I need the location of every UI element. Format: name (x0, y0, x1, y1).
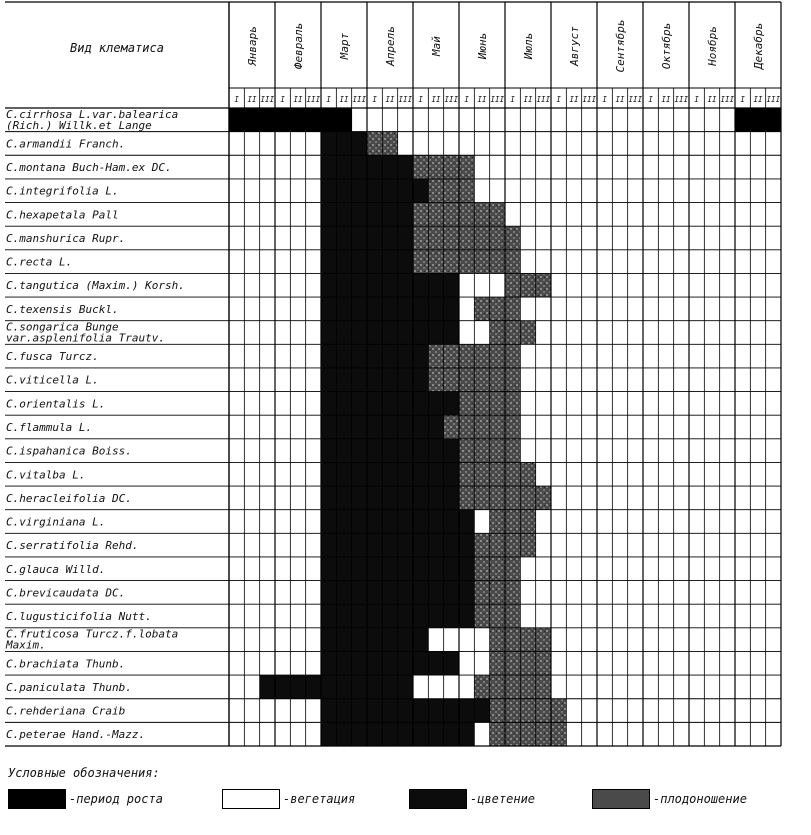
species-name: C.texensis Buckl. (6, 302, 119, 316)
decade-label: II (339, 95, 349, 104)
phase-vegetation-cell (520, 439, 566, 463)
species-name: C.armandii Franch. (6, 137, 126, 151)
phase-vegetation-cell (306, 155, 321, 179)
decade-label: I (280, 95, 285, 104)
phase-vegetation-cell (306, 439, 321, 463)
decade-label: I (326, 95, 331, 104)
phase-vegetation-cell (306, 273, 321, 297)
legend-item-growth (8, 788, 163, 810)
phase-vegetation-cell (306, 203, 321, 227)
phase-fruiting-cell (474, 581, 520, 605)
species-name: C.hexapetala Pall (6, 208, 119, 222)
month-label: Декабрь (752, 22, 765, 70)
phase-vegetation-cell (306, 699, 321, 723)
decade-label: III (444, 95, 459, 104)
species-name: C.fruticosa Turcz.f.lobata Maxim. (6, 627, 179, 652)
phase-vegetation-cell (306, 462, 321, 486)
legend-item-fruiting (592, 788, 747, 810)
phase-vegetation-cell (474, 510, 489, 534)
species-name: C.recta L. (6, 255, 73, 269)
phase-flowering-cell (321, 628, 428, 652)
phase-fruiting-cell (444, 415, 521, 439)
decade-label: I (464, 95, 469, 104)
phase-flowering-cell (321, 321, 459, 345)
species-name: C.serratifolia Rehd. (6, 539, 139, 553)
species-name: C.brevicaudata DC. (6, 586, 126, 600)
phase-vegetation-cell (474, 722, 489, 746)
phase-vegetation-cell (536, 321, 551, 345)
month-label: Апрель (384, 26, 397, 66)
decade-label: III (306, 95, 321, 104)
decade-label: I (418, 95, 423, 104)
decade-label: I (602, 95, 607, 104)
decade-label: II (661, 95, 671, 104)
legend-label-fruiting: -плодоношение (653, 792, 747, 806)
decade-label: III (720, 95, 735, 104)
month-label: Август (568, 26, 581, 66)
phase-vegetation-cell (306, 250, 321, 274)
decade-label: II (431, 95, 441, 104)
legend-title: Условные обозначения: (8, 766, 160, 780)
phase-fruiting-cell (459, 462, 536, 486)
phase-vegetation-cell (306, 628, 321, 652)
species-name: C.brachiata Thunb. (6, 657, 126, 671)
species-name: C.montana Buch-Ham.ex DC. (6, 161, 172, 175)
phase-vegetation-cell (520, 392, 535, 416)
phase-vegetation-cell (306, 226, 321, 250)
phase-flowering-cell (321, 179, 428, 203)
phase-vegetation-cell (459, 273, 505, 297)
phase-vegetation-cell (306, 651, 321, 675)
legend (8, 762, 803, 828)
species-name: C.virginiana L. (6, 515, 106, 529)
phase-vegetation-cell (536, 510, 551, 534)
phase-flowering-cell (321, 699, 490, 723)
species-name: C.tangutica (Maxim.) Korsh. (6, 279, 185, 293)
phase-flowering-cell (321, 439, 459, 463)
month-label: Февраль (292, 22, 305, 70)
phase-vegetation-cell (536, 462, 551, 486)
decade-label: III (674, 95, 689, 104)
phase-vegetation-cell (551, 675, 566, 699)
decade-label: II (569, 95, 579, 104)
decade-label: I (510, 95, 515, 104)
legend-swatch-fruiting (592, 789, 650, 809)
phase-vegetation-cell (306, 368, 321, 392)
phase-fruiting-cell (490, 510, 536, 534)
phase-fruiting-cell (413, 226, 520, 250)
species-name: C.integrifolia L. (6, 184, 119, 198)
legend-swatch-vegetation (222, 789, 280, 809)
species-name: C.peterae Hand.-Mazz. (6, 728, 146, 742)
phase-vegetation-cell (306, 297, 321, 321)
phase-fruiting-cell (428, 179, 474, 203)
phase-flowering-cell (321, 132, 367, 156)
phase-fruiting-cell (474, 557, 520, 581)
month-label: Ноябрь (706, 26, 719, 66)
phase-vegetation-cell (536, 533, 551, 557)
month-label: Март (338, 32, 351, 60)
species-name: C.paniculata Thunb. (6, 680, 132, 694)
phase-flowering-cell (321, 651, 459, 675)
species-name: C.ispahanica Boiss. (6, 444, 132, 458)
month-label: Сентябрь (614, 19, 627, 73)
phase-vegetation-cell (306, 604, 321, 628)
decade-label: II (477, 95, 487, 104)
phase-vegetation-cell (306, 510, 321, 534)
decade-label: II (615, 95, 625, 104)
phase-vegetation-cell (306, 415, 321, 439)
decade-label: II (707, 95, 717, 104)
species-name: C.orientalis L. (6, 397, 106, 411)
phase-fruiting-cell (490, 321, 536, 345)
decade-label: III (490, 95, 505, 104)
phase-vegetation-cell (551, 651, 566, 675)
legend-swatch-growth (8, 789, 66, 809)
phase-vegetation-cell (306, 179, 321, 203)
decade-label: II (293, 95, 303, 104)
decade-label: I (234, 95, 239, 104)
phase-flowering-cell (321, 462, 459, 486)
species-name: C.glauca Willd. (6, 562, 106, 576)
month-label: Январь (246, 26, 259, 66)
phase-fruiting-cell (490, 722, 567, 746)
decade-label: III (582, 95, 597, 104)
phase-flowering-cell (321, 344, 428, 368)
phase-vegetation-cell (306, 533, 321, 557)
phase-flowering-cell (321, 486, 459, 510)
species-name: C.flammula L. (6, 421, 93, 434)
species-name: C.lugusticifolia Nutt. (6, 610, 152, 624)
species-name: C.vitalba L. (6, 468, 86, 482)
phase-vegetation-cell (459, 297, 474, 321)
phase-vegetation-cell (474, 179, 489, 203)
phase-vegetation-cell (398, 132, 413, 156)
species-name: C.manshurica Rupr. (6, 231, 126, 245)
legend-label-growth: -период роста (69, 792, 163, 806)
phase-fruiting-cell (474, 604, 520, 628)
decade-label: III (536, 95, 551, 104)
phase-vegetation-cell (306, 392, 321, 416)
phase-fruiting-cell (474, 675, 551, 699)
phase-flowering-cell (321, 297, 459, 321)
legend-swatch-flowering (409, 789, 467, 809)
phase-vegetation-cell (306, 321, 321, 345)
phase-vegetation-cell (551, 486, 566, 510)
species-name: C.fusca Turcz. (6, 350, 99, 364)
phase-fruiting-cell (474, 297, 520, 321)
species-name: C.cirrhosa L.var.balearica (Rich.) Willk.et Lange (6, 107, 179, 132)
decade-label: III (352, 95, 367, 104)
phase-fruiting-cell (505, 273, 551, 297)
decade-label: I (740, 95, 745, 104)
decade-label: II (523, 95, 533, 104)
species-name: C.heracleifolia DC. (6, 491, 132, 505)
decade-label: III (766, 95, 781, 104)
legend-item-vegetation (222, 788, 355, 810)
phase-fruiting-cell (413, 250, 520, 274)
phase-flowering-cell (321, 273, 459, 297)
decade-label: III (260, 95, 275, 104)
decade-label: III (628, 95, 643, 104)
species-name: C.rehderiana Craib (6, 704, 126, 718)
decade-label: I (694, 95, 699, 104)
month-label: Июнь (476, 32, 489, 60)
decade-label: I (372, 95, 377, 104)
phase-vegetation-cell (306, 344, 321, 368)
phase-vegetation-cell (306, 486, 321, 510)
phase-growth-cell (735, 108, 781, 132)
legend-item-flowering (409, 788, 535, 810)
phase-vegetation-cell (306, 581, 321, 605)
phase-vegetation-cell (306, 722, 321, 746)
month-label: Июль (522, 32, 535, 60)
phase-fruiting-cell (490, 699, 567, 723)
phase-flowering-cell (321, 392, 459, 416)
species-name: C.songarica Bunge var.asplenifolia Trautv. (6, 320, 165, 345)
decade-label: II (385, 95, 395, 104)
month-label: Октябрь (660, 22, 673, 70)
decade-label: I (648, 95, 653, 104)
species-name: C.viticella L. (6, 373, 99, 387)
decade-label: I (556, 95, 561, 104)
decade-label: II (247, 95, 257, 104)
phase-vegetation-cell (551, 273, 566, 297)
decade-label: III (398, 95, 413, 104)
month-label: Май (430, 36, 443, 56)
legend-label-flowering: -цветение (470, 792, 536, 806)
legend-label-vegetation: -вегетация (283, 792, 356, 806)
phase-flowering-cell (321, 368, 428, 392)
species-header: Вид клематиса (70, 41, 164, 55)
decade-label: II (753, 95, 763, 104)
phase-vegetation-cell (306, 557, 321, 581)
